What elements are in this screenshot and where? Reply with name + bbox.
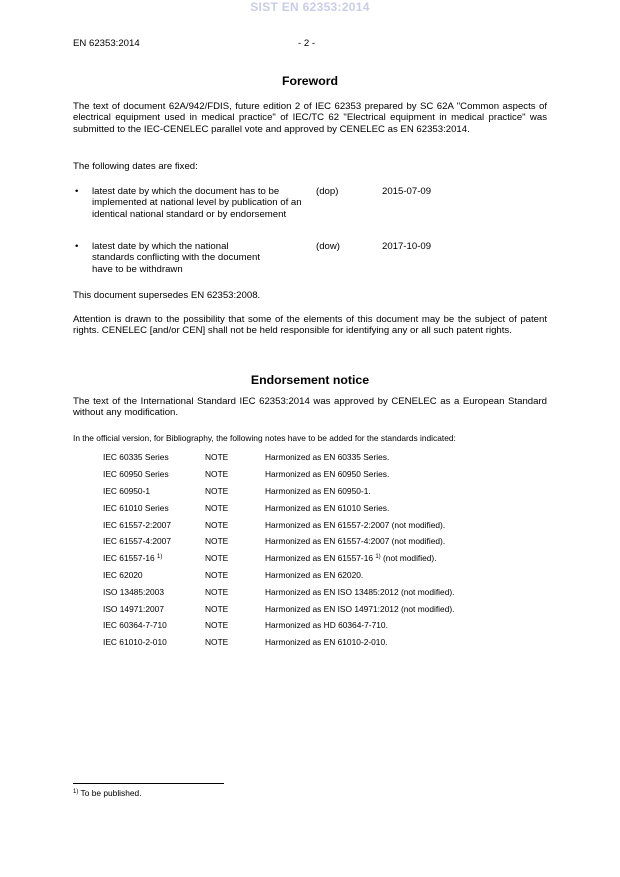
date-item-dop-code: (dop): [316, 186, 339, 197]
harmonized-text: Harmonized as EN 61010-2-010.: [265, 637, 388, 648]
standard-name: IEC 60950-1: [103, 485, 151, 496]
foreword-title: Foreword: [281, 74, 339, 88]
note-cell: NOTE: [205, 553, 229, 564]
note-cell: NOTE: [205, 536, 229, 547]
standard-cell: [103, 449, 205, 466]
standard-name: IEC 60950 Series: [103, 469, 169, 480]
standards-table: [103, 449, 454, 651]
note-cell: NOTE: [205, 502, 229, 513]
harmonized-cell: [265, 600, 454, 617]
note-cell: NOTE: [205, 569, 229, 580]
footnote-divider: [73, 783, 224, 784]
standard-name: IEC 61010 Series: [103, 502, 169, 513]
note-cell: NOTE: [205, 603, 229, 614]
note-cell: NOTE: [205, 637, 229, 648]
standard-name: IEC 61557-16: [103, 553, 155, 564]
standard-cell: [103, 483, 205, 500]
table-row: [103, 499, 454, 516]
dates-intro: The following dates are fixed:: [73, 161, 198, 172]
bullet-icon: •: [75, 241, 79, 252]
harmonized-cell: [265, 483, 454, 500]
bibliography-note: In the official version, for Bibliography, the following notes have to be added for the standards indicated:: [73, 433, 456, 443]
note-cell: NOTE: [205, 485, 229, 496]
date-item-dop-date: 2015-07-09: [382, 186, 432, 197]
harmonized-text: Harmonized as EN ISO 14971:2012 (not modified).: [265, 603, 455, 614]
date-item-dop-text: latest date by which the document has to be implemented at national level by publication of an identical national standard or by endorsement: [92, 186, 302, 220]
harmonized-cell: [265, 617, 454, 634]
standard-cell: [103, 600, 205, 617]
table-row: [103, 533, 454, 550]
harmonized-text: Harmonized as EN ISO 13485:2012 (not modified).: [265, 586, 455, 597]
standard-cell: [103, 550, 205, 567]
standard-cell: [103, 499, 205, 516]
standard-cell: [103, 516, 205, 533]
footnote-ref: 1): [157, 554, 163, 561]
bullet-icon: •: [75, 186, 79, 197]
table-row: [103, 550, 454, 567]
patent-text: Attention is drawn to the possibility that some of the elements of this document may be the subject of patent rights. CENELEC [and/or CEN] shall not be held responsible for identifying any or all such patent rights.: [73, 314, 547, 337]
harmonized-cell: [265, 550, 454, 567]
harmonized-text: Harmonized as EN 61557-2:2007 (not modified).: [265, 519, 446, 530]
endorsement-title: Endorsement notice: [250, 373, 370, 387]
date-item-dow-date: 2017-10-09: [382, 241, 432, 252]
table-row: [103, 583, 454, 600]
harmonized-cell: [265, 499, 454, 516]
footnote-text: To be published.: [80, 788, 142, 798]
standard-cell: [103, 617, 205, 634]
footnote: [73, 788, 142, 798]
standard-cell: [103, 533, 205, 550]
table-row: [103, 466, 454, 483]
harmonized-cell: [265, 634, 454, 651]
doc-id: EN 62353:2014: [73, 38, 140, 49]
footnote-ref: 1): [375, 554, 381, 561]
standard-name: IEC 61557-4:2007: [103, 536, 171, 547]
standard-name: IEC 60364-7-710: [103, 620, 167, 631]
table-row: [103, 449, 454, 466]
standard-name: IEC 61010-2-010: [103, 637, 167, 648]
harmonized-cell: [265, 583, 454, 600]
note-cell: NOTE: [205, 452, 229, 463]
harmonized-cell: [265, 516, 454, 533]
harmonized-cell: [265, 466, 454, 483]
harmonized-cell: [265, 567, 454, 584]
harmonized-cell: [265, 449, 454, 466]
harmonized-text: Harmonized as EN 61557-4:2007 (not modified).: [265, 536, 446, 547]
note-cell: NOTE: [205, 469, 229, 480]
harmonized-text: Harmonized as EN 60950 Series.: [265, 469, 390, 480]
standard-cell: [103, 634, 205, 651]
table-row: [103, 516, 454, 533]
table-row: [103, 600, 454, 617]
endorsement-text: The text of the International Standard IEC 62353:2014 was approved by CENELEC as a European Standard without any modification.: [73, 396, 547, 419]
standard-name: IEC 60335 Series: [103, 452, 169, 463]
date-item-dow-code: (dow): [316, 241, 340, 252]
harmonized-cell: [265, 533, 454, 550]
standard-cell: [103, 583, 205, 600]
standard-cell: [103, 567, 205, 584]
harmonized-text: Harmonized as EN 61010 Series.: [265, 502, 390, 513]
harmonized-text: Harmonized as EN 60950-1.: [265, 485, 371, 496]
footnote-marker: 1): [73, 789, 79, 795]
date-item-dow-text: latest date by which the national standards conflicting with the document have to be withdrawn: [92, 241, 260, 275]
supersedes-text: This document supersedes EN 62353:2008.: [73, 290, 261, 301]
standard-name: ISO 14971:2007: [103, 603, 165, 614]
foreword-intro: The text of document 62A/942/FDIS, future edition 2 of IEC 62353 prepared by SC 62A "Common aspects of electrical equipment used in medical practice" of IEC/TC 62 "Electrical equipment in medical practice" was submitted to the IEC-CENELEC parallel vote and approved by CENELEC as EN 62353:2014.: [73, 101, 547, 135]
table-row: [103, 617, 454, 634]
table-row: [103, 634, 454, 651]
table-row: [103, 483, 454, 500]
standard-name: IEC 61557-2:2007: [103, 519, 171, 530]
harmonized-text: Harmonized as EN 62020.: [265, 569, 364, 580]
page-number: - 2 -: [298, 38, 316, 49]
harmonized-tail: (not modified).: [380, 553, 437, 564]
note-cell: NOTE: [205, 620, 229, 631]
harmonized-text: Harmonized as HD 60364-7-710.: [265, 620, 388, 631]
note-cell: NOTE: [205, 519, 229, 530]
table-row: [103, 567, 454, 584]
harmonized-text: Harmonized as EN 61557-16: [265, 553, 374, 564]
note-cell: NOTE: [205, 586, 229, 597]
standard-cell: [103, 466, 205, 483]
watermark: SIST EN 62353:2014: [250, 0, 370, 14]
standard-name: ISO 13485:2003: [103, 586, 165, 597]
harmonized-text: Harmonized as EN 60335 Series.: [265, 452, 390, 463]
standard-name: IEC 62020: [103, 569, 143, 580]
